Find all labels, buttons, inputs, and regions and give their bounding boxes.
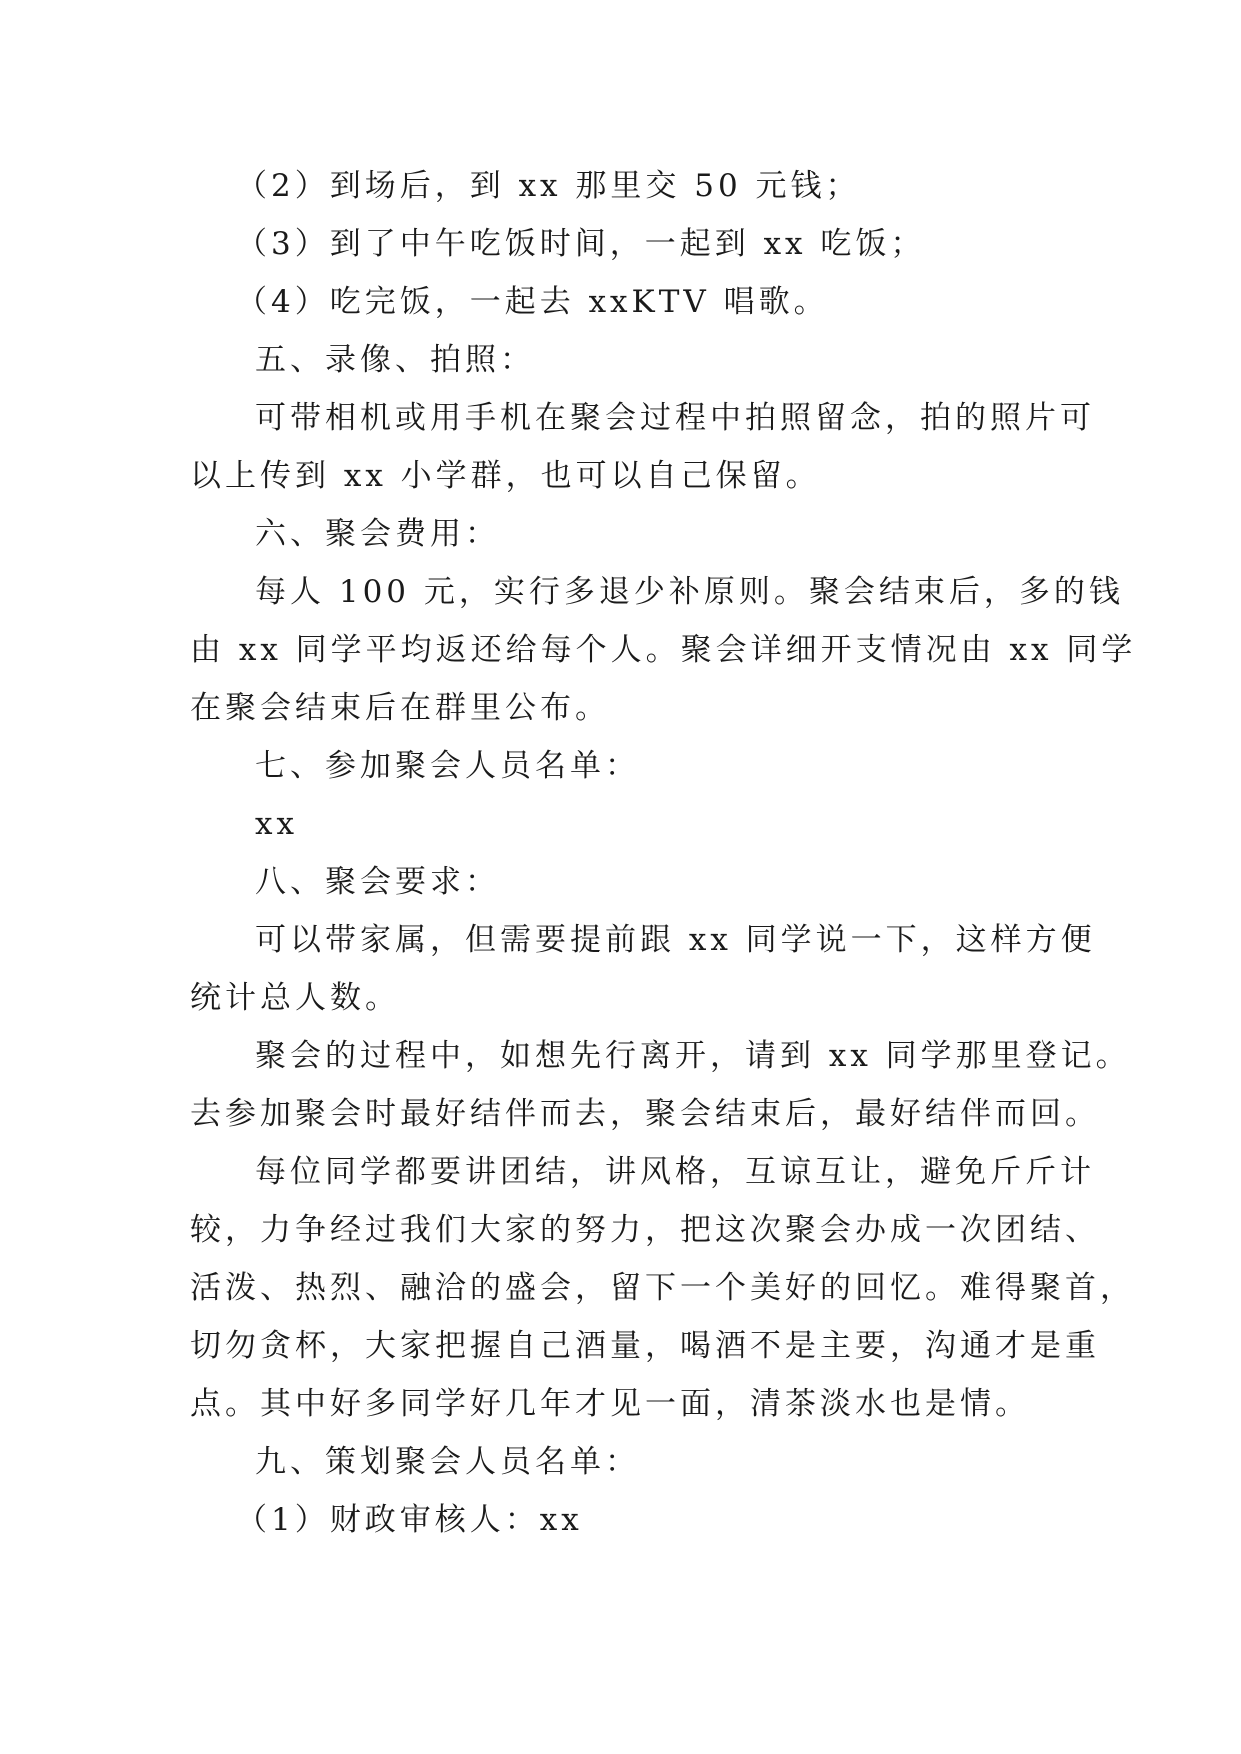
- text-line: 以上传到 xx 小学群，也可以自己保留。: [190, 458, 821, 494]
- text-line: （4）吃完饭，一起去 xxKTV 唱歌。: [236, 284, 829, 320]
- section-heading: 九、策划聚会人员名单：: [255, 1444, 640, 1480]
- text-line: 每位同学都要讲团结，讲风格，互谅互让，避免斤斤计: [255, 1154, 1095, 1190]
- text-line: （3）到了中午吃饭时间，一起到 xx 吃饭；: [236, 226, 926, 262]
- text-line: xx: [255, 806, 298, 842]
- text-line: 点。其中好多同学好几年才见一面，清茶淡水也是情。: [190, 1386, 1030, 1422]
- text-line: 聚会的过程中，如想先行离开，请到 xx 同学那里登记。: [255, 1038, 1131, 1074]
- text-line: 可带相机或用手机在聚会过程中拍照留念，拍的照片可: [255, 400, 1095, 436]
- text-line: 在聚会结束后在群里公布。: [190, 690, 610, 726]
- section-heading: 八、聚会要求：: [255, 864, 500, 900]
- section-heading: 六、聚会费用：: [255, 516, 500, 552]
- text-line: 由 xx 同学平均返还给每个人。聚会详细开支情况由 xx 同学: [190, 632, 1137, 668]
- text-line: （1）财政审核人：xx: [236, 1502, 583, 1538]
- text-line: 活泼、热烈、融洽的盛会，留下一个美好的回忆。难得聚首，: [190, 1270, 1135, 1306]
- text-line: 可以带家属，但需要提前跟 xx 同学说一下，这样方便: [255, 922, 1096, 958]
- section-heading: 七、参加聚会人员名单：: [255, 748, 640, 784]
- text-line: 切勿贪杯，大家把握自己酒量，喝酒不是主要，沟通才是重: [190, 1328, 1100, 1364]
- text-line: 较，力争经过我们大家的努力，把这次聚会办成一次团结、: [190, 1212, 1100, 1248]
- text-line: 去参加聚会时最好结伴而去，聚会结束后，最好结伴而回。: [190, 1096, 1100, 1132]
- text-line: 每人 100 元，实行多退少补原则。聚会结束后，多的钱: [255, 574, 1124, 610]
- text-line: 统计总人数。: [190, 980, 400, 1016]
- text-line: （2）到场后，到 xx 那里交 50 元钱；: [236, 168, 861, 204]
- section-heading: 五、录像、拍照：: [255, 342, 535, 378]
